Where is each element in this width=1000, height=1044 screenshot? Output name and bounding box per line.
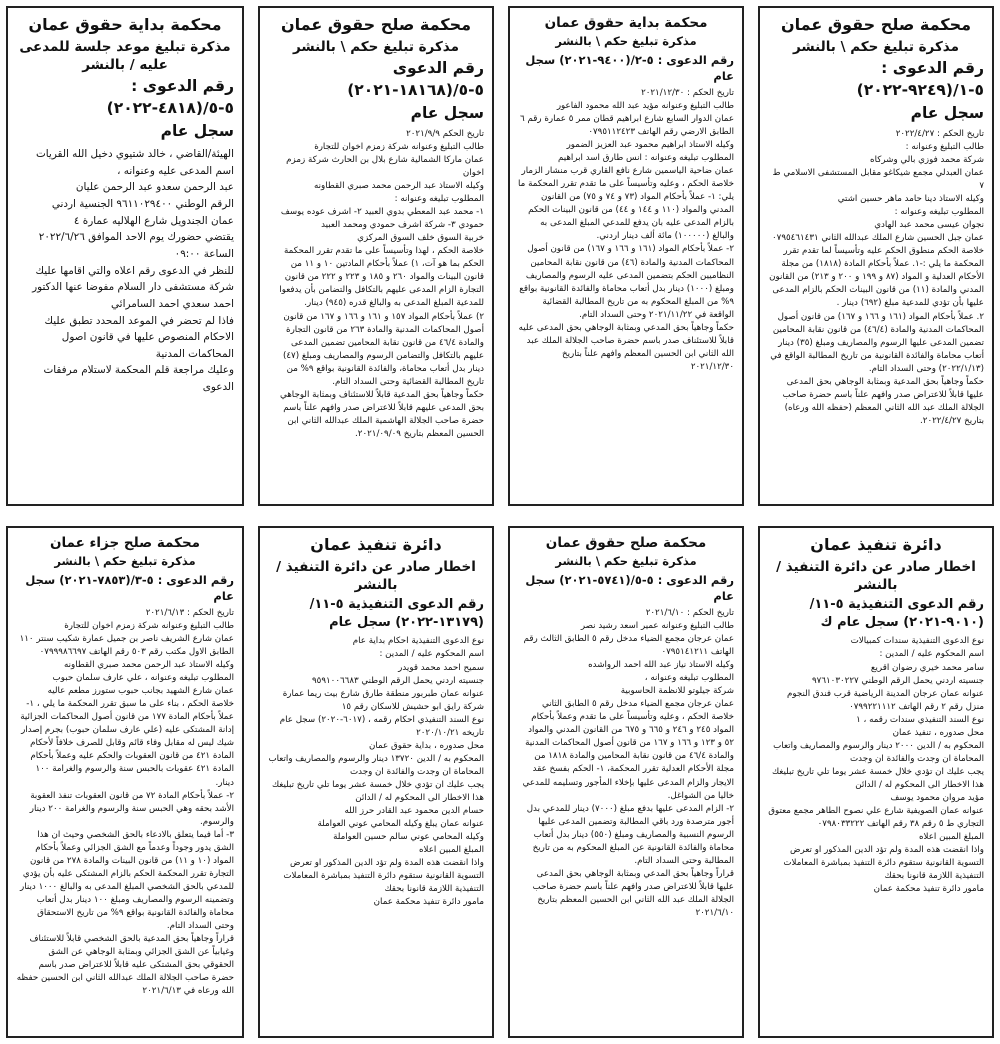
body-line: وكيله الاستاذ ابراهيم محمود عبد العزيز الضمور	[566, 140, 734, 151]
notice-7	[258, 526, 494, 1038]
register-label: سجل عام	[910, 104, 984, 123]
notice-body	[16, 146, 234, 396]
body-line: نوع الدعوى التنفيذية سندات كمبيالات	[850, 636, 984, 647]
body-line: المطلوب تبليغه وعنوانه :	[894, 207, 984, 218]
body-line: حكماً وجاهياً بحق المدعية وبمثابة الوجاهي بحق المدعى عليها قابلاً للاعتراض صدر وافهم علناً باسم حضرة صاحب الجلالة الملك عبد الله الثاني المعظم (حفظه الله ورعاه) بتاريخ ٢٠٢٢/٤/٢٧.	[782, 376, 984, 426]
body-line: وكيله الاستاذ نياز عبد الله احمد الرواشده	[588, 660, 734, 671]
court-name: محكمة بداية حقوق عمان	[28, 15, 222, 34]
body-line: اسم المحكوم عليه / المدين :	[879, 649, 984, 660]
notice-2	[508, 6, 744, 506]
body-line: المطلوب تبليغه وعنوانه :	[394, 194, 484, 205]
court-name: دائرة تنفيذ عمان	[810, 535, 942, 554]
body-line: يجب عليك ان تؤدي خلال خمسة عشر يوما تلي تاريخ تبليغك هذا الاخطار الى المحكوم له / الدائن	[271, 779, 484, 803]
body-line: عمان الدوار السابع شارع ابراهيم قطان ممر ٥ عمارة رقم ٦ الطابق الارضي رقم الهاتف ٠٧٩٥١١٢٤٢٣	[520, 114, 734, 138]
body-line: يقتضي حضورك يوم الاحد الموافق ٢٠٢٢/٦/٢٦ الساعة ٠٩:٠٠	[38, 231, 234, 260]
body-line: عبد الرحمن سعدو عبد الرحمن عليان	[75, 181, 234, 194]
body-line: عمان العبدلي مجمع شيكاغو مقابل المستشفى الاسلامي ط ٧	[772, 168, 984, 192]
body-line: المطلوب تبليغه وعنوانه : انس طارق اسد ابراهيم	[557, 153, 734, 164]
notice-type: مذكرة تبليغ حكم \ بالنشر	[793, 38, 959, 55]
court-name: دائرة تنفيذ عمان	[310, 535, 442, 554]
body-line: ٢) عملاً بأحكام المواد ١٥٧ و ١٦١ و ١٦٦ و ١٦٧ من قانون أصول المحاكمات المدنية والمادة ٢٦٣ من قانون التجارة والمادة ٤٦/٤ من قانون نقابة المحامين تضمين المدعى عليهم بالتكافل والتضامن الرسوم والمصاريف ومبلغ (٤٧) دينار بدل أتعاب محاماة، والفائدة القانونية بواقع ٩% من تاريخ المطالبة القضائية وحتى السداد التام.	[282, 311, 484, 387]
body-line: خلاصة الحكم ، وعليه وتأسيساً على ما تقدم تقرر المحكمة ما يلي: ١- عملاً بأحكام المواد (٧٣ و ٧٤ و ٧٥) من القانون المدني والمواد (١١٠ و ١٤٤ و ٤٤) من قانون البينات الحكم بالزام المدعى عليه بان يدفع للمدعي المبلغ المدعى به والبالغ (١٠٠٠٠٠) مائة ألف دينار اردني.	[518, 179, 734, 242]
body-line: وكيله الاستاذ عبد الرحمن محمد صبري القطاونه	[63, 660, 234, 671]
notice-body	[518, 87, 734, 374]
notice-type: اخطار صادر عن دائرة التنفيذ / بالنشر	[276, 558, 476, 593]
body-line: وعليك مراجعة قلم المحكمة لاستلام مرفقات الدعوى	[43, 364, 234, 394]
court-name: محكمة صلح حقوق عمان	[780, 15, 972, 34]
case-number: رقم الدعوى التنفيذية ٥-١١/ (٩٠١٠-٢٠٢١) سجل عام ك	[809, 597, 984, 631]
body-line: عنوانه عمان يبلغ وكيله المحامي عوني العواملة	[317, 819, 484, 830]
body-line: محل صدوره ، تنفيذ عمان	[892, 727, 984, 738]
body-line: نوع السند التنفيذي سندات رقمه ، ١	[856, 714, 984, 725]
notice-body	[768, 635, 984, 896]
body-line: المبلغ المبين اعلاه	[419, 845, 484, 856]
notice-type: مذكرة تبليغ موعد جلسة للمدعى عليه / بالنشر	[19, 38, 231, 73]
body-line: ٢- عملاً بأحكام المواد (١٦١ و ١٦٦ و ١٦٧) من قانون أصول المحاكمات المدنية والمادة (٤٦) من قانون نقابة المحامين النظاميين الحكم بتضمين المدعى عليه الرسوم والمصاريف ومبلغ (١٠٠٠) دينار بدل أتعاب محاماة والفائدة القانونية بواقع ٩% من المبلغ المحكوم به من تاريخ المطالبة القضائية الواقعة في ٢٠٢١/١١/٢٢ وحتى السداد التام.	[519, 244, 734, 320]
body-line: نوع السند التنفيذي احكام رقمه ، (٦٠١٧-٢٠٢٠) سجل عام تاريخه ٢٠٢٠/١٠/٢١	[279, 714, 484, 738]
body-line: عنوانه عمان عرجان المدينة الرياضية قرب فندق النجوم منزل رقم ٢ رقم الهاتف ٠٧٩٩٢٢١١١٢	[787, 688, 984, 712]
body-line: ٢. عملاً بأحكام المواد (١٦١ و ١٦٦ و ١٦٧) من قانون أصول المحاكمات المدنية والمادة (٤٦/٤) من قانون نقابة المحامين تضمين المدعى عليها الرسوم والمصاريف ومبلغ (٣٥) دينار أتعاب محاماة والفائدة القانونية من تاريخ المطالبة الواقع في (٢٠٢٢/١/١٣) وحتى السداد التام.	[770, 311, 984, 374]
body-line: عمان جبل الحسين شارع الملك عبدالله الثاني ٠٧٩٥٤٦١٤٣١	[772, 233, 984, 244]
body-line: خلاصة الحكم ، وعليه وتأسيساً على ما تقدم وعملاً بأحكام المواد ٢٤٥ و ٢٤٦ و ٦٦٥ و ٦٧٥ من القانون المدني والمواد ٥٢ و ١٢٣ و ١٦٦ و ١٦٧ من قانون أصول المحاكمات المدنية والمادة ٤٦/٤ من قانون نقابة المحامين والمادة ١٨١٨ من مجلة الأحكام العدلية تقرر المحكمة، ١- الحكم بفسخ عقد الايجار والزام المدعى عليها بإخلاء المأجور وتسليمه للمدعي خاليا من الشواغل.	[522, 712, 734, 801]
body-line: اسم المحكوم عليه / المدين :	[379, 649, 484, 660]
notice-type: اخطار صادر عن دائرة التنفيذ / بالنشر	[776, 558, 976, 593]
case-number: رقم الدعوى التنفيذية ٥-١١/ (١٣١٧٩-٢٠٢٢) سجل عام	[309, 597, 484, 631]
body-line: عمان ماركا الشمالية شارع بلال بن الحارث شركة زمزم اخوان	[286, 154, 484, 179]
notice-body	[268, 128, 484, 441]
body-line: الهيئة/القاضي ، خالد شتيوي دخيل الله القريات	[35, 148, 234, 161]
notice-6	[508, 526, 744, 1038]
notice-body	[16, 607, 234, 998]
body-line: شركة جيلوتو للانظمة الحاسوبية	[620, 686, 734, 697]
body-line: مؤيد مروان محمود يوسف	[890, 792, 984, 803]
body-line: ٣- أما فيما يتعلق بالادعاء بالحق الشخصي وحيث ان هذا الشق يدور وجوداً وعدماً مع الشق الجزائي وعملاً بأحكام المواد (١٠ و ١١) من قانون البينات والمادة ٢٧٨ من قانون التجارة تقرر المحكمة الحكم بالزام المشتكى عليه بأن يؤدي للمدعي بالحق الشخصي المبلغ المدعى به والبالغ ١٠٠٠ دينار وتضمينه الرسوم والمصاريف ومبلغ ١٠٠ دينار بدل أتعاب محاماة والفائدة القانونية بواقع ٩% من تاريخ الاستحقاق وحتى السداد التام.	[20, 829, 234, 932]
notice-type: مذكرة تبليغ حكم \ بالنشر	[555, 554, 697, 569]
case-number: رقم الدعوى : ٥-٣/(٧٨٥٣-٢٠٢١) سجل عام	[25, 572, 234, 603]
body-line: المبلغ المبين اعلاه	[919, 832, 984, 843]
body-line: خلاصة الحكم منطوق الحكم عليه وتأسيساً لما تقدم تقرر المحكمة ما يلي :-١. عملاً بأحكام المادة (١٨١٨) من مجلة الأحكام العدلية و المواد (٨٧ و ١٩٩ و ٢٠٠ و ٢١٣) من القانون المدني والمادة (١١) من قانون البينات الحكم بالزام المدعى عليها بأن تؤدي للمدعية مبلغ (٦٩٢) دينار .	[769, 246, 984, 309]
body-line: خلاصة الحكم ، لهذا وتأسيساً على ما تقدم تقرر المحكمة الحكم بما هو آت، ١) عملاً بأحكام المادتين ١٠ و ١١ من قانون البينات والمواد ٢٦٠ و ١٨٥ و ٢٢٣ و ٢٢٢ من قانون التجارة الزام المدعى عليهم بالتكافل والتضامن بأن يدفعوا للمدعية المبلغ المدعى به والبالغ قدره (٩٤٥) دينار.	[279, 246, 484, 309]
court-name: محكمة صلح حقوق عمان	[545, 535, 707, 551]
body-line: عمان عرجان مجمع الضياء مدخل رقم ٥ الطابق الثالث رقم الهاتف ٠٧٩٥١٤١٢١١	[523, 634, 734, 658]
body-line: وكيله الاستاذ عبد الرحمن محمد صبري القطاونه	[313, 181, 484, 192]
body-line: خربية السوق خلف السوق المركزي	[357, 233, 484, 244]
body-line: واذا انقضت هذه المدة ولم تؤد الدين المذكور او تعرض التسوية القانونية ستقوم دائرة التنفيذ بمباشرة المعاملات التنفيذية اللازمة قانونا بحقك	[783, 845, 984, 882]
body-line: تاريخ الحكم : ٢٠٢١/٦/١٠	[645, 607, 734, 618]
body-line: وكيله الاستاذ دينا حامد ماهر حسين اشتي	[837, 194, 984, 205]
case-number: رقم الدعوى : ٥-١/(٩٢٤٩-٢٠٢٢)	[856, 58, 984, 99]
body-line: عمان ضاحية الياسمين شارع نافع القاري قرب منشار الزمار	[521, 166, 734, 177]
body-line: شركة محمد فوزي بالي وشركاه	[870, 154, 984, 165]
body-line: ٢- الزام المدعى عليها بدفع مبلغ (٧٠٠٠) دينار للمدعي بدل أجور مترصدة ورد باقي المطالبة وتضمين المدعى عليها الرسوم النسبية والمصاريف ومبلغ (٥٥٠) دينار بدل أتعاب محاماة والفائدة القانونية عن المبلغ المحكوم به من تاريخ المطالبة وحتى السداد التام.	[526, 803, 734, 866]
notice-3	[258, 6, 494, 506]
body-line: حكماً وجاهياً بحق المدعي وبمثابة الوجاهي بحق المدعى عليه قابلاً للاستئناف صدر باسم حضرة صاحب الجلالة الملك عبد الله الثاني ابن الحسين المعظم وافهم علناً بتاريخ ٢٠٢١/١٢/٣٠	[518, 322, 734, 372]
court-name: محكمة بداية حقوق عمان	[544, 15, 708, 31]
body-line: طالب التبليغ وعنوانه عمير اسعد رشيد نصر	[580, 620, 734, 631]
body-line: فاذا لم تحضر في الموعد المحدد تطبق عليك الاحكام المنصوص عليها في قانون اصول المحاكمات المدنية	[44, 314, 234, 360]
body-line: مامور دائرة تنفيذ محكمة عمان	[373, 897, 484, 908]
body-line: نجوان عيسى محمد عبد الهادي	[874, 220, 984, 231]
body-line: سميح احمد محمد قويدر	[398, 662, 484, 673]
body-line: وكيله المحامي عوني سالم حسين العواملة	[333, 832, 484, 843]
body-line: عمان عرجان مجمع الضياء مدخل رقم ٥ الطابق الثاني	[541, 699, 734, 710]
body-line: الرقم الوطني ٩٦١١٠٢٩٤٠٠ الجنسية اردني	[51, 198, 234, 211]
case-number: رقم الدعوى : ٥-٢/(٩٤٠٠-٢٠٢١) سجل عام	[525, 52, 734, 83]
notice-5	[758, 526, 994, 1038]
body-line: ١- محمد عبد المعطي بدوي العبيد ٢- اشرف عوده يوسف حمودي ٣- شركة اشرف حمودي ومحمد العبيد	[280, 207, 484, 231]
notice-body	[518, 607, 734, 920]
body-line: حكماً وجاهياً بحق المدعية قابلاً للاستئناف وبمثابة الوجاهي بحق المدعى عليهم قابلاً للاعتراض صدر وافهم علناً باسم حضرة صاحب الجلالة الهاشمية الملك عبدالله الثاني ابن الحسين المعظم بتاريخ ٢٠٢١/٠٩/٠٩.	[279, 389, 484, 439]
body-line: ٢- عملاً بأحكام المادة ٧٢ من قانون العقوبات تنفذ العقوبة الأشد بحقه وهي الحبس سنة والرسوم والغرامة ٢٠٠ دينار والرسوم.	[29, 790, 234, 827]
body-line: تاريخ الحكم ٢٠٢١/٩/٩	[406, 128, 484, 139]
court-name: محكمة صلح جزاء عمان	[49, 535, 201, 551]
body-line: عمان الجندويل شارع الهلاليه عمارة ٤	[73, 214, 234, 227]
body-line: المحكوم به / الدين ١٣٧٢٠ دينار والرسوم والمصاريف واتعاب المحاماة ان وجدت والفائدة ان وجدت	[268, 753, 484, 777]
body-line: حسام الدين محمود عبد القادر حرز الله	[344, 806, 484, 817]
case-number: رقم الدعوى : ٥-٥/(٥٧٤١-٢٠٢١) سجل عام	[525, 572, 734, 603]
body-line: نوع الدعوى التنفيذية احكام بداية عام	[352, 636, 484, 647]
body-line: اسم المدعى عليه وعنوانه ،	[117, 164, 234, 177]
register-label: سجل عام	[410, 104, 484, 123]
body-line: قراراً وجاهياً بحق المدعي وبمثابة الوجاهي بحق المدعى عليها قابلاً للاعتراض صدر وافهم علناً باسم حضرة صاحب الجلالة الملك عبد الله الثاني ابن الحسين المعظم بتاريخ ٢٠٢١/٦/١٠	[532, 868, 734, 918]
body-line: المطلوب تبليغه وعنوانه ، علي عارف سلمان حبوب	[52, 673, 234, 684]
body-line: طالب التبليغ وعنوانه شركة زمزم اخوان للتجارة	[314, 141, 484, 152]
body-line: محل صدوره ، بداية حقوق عمان	[368, 740, 484, 751]
notice-1	[758, 6, 994, 506]
body-line: تاريخ الحكم : ٢٠٢١/١٢/٣٠	[641, 87, 734, 98]
body-line: عنوانه عمان طبربور منطقة طارق شارع بيت ريما عمارة شركة رايق ابو حشيش للاسكان رقم ١٥	[282, 688, 484, 712]
body-line: طالب التبليغ وعنوانه شركة زمزم اخوان للتجارة	[64, 620, 234, 631]
body-line: طالب التبليغ وعنوانه مؤيد عبد الله محمود الفاعور	[556, 100, 734, 111]
body-line: عمان شارع الشهيد بجانب حبوب ستورز مطعم عاليه	[47, 686, 234, 697]
body-line: المطلوب تبليغه وعنوانه ،	[644, 673, 734, 684]
notice-body	[268, 635, 484, 909]
body-line: المحكوم به / الدين ٢٠٠٠ دينار والرسوم والمصاريف واتعاب المحاماة ان وجدت والفائدة ان وجدت	[773, 740, 984, 764]
case-number: رقم الدعوى : ٥-٥/(٤٨١٨-٢٠٢٢)	[106, 77, 234, 117]
body-line: خلاصة الحكم ، بناء على ما سبق تقرر المحكمة ما يلي ، ١- عملاً بأحكام المادة ١٧٧ من قانون أصول المحاكمات الجزائية إدانة المشتكى عليه (علي عارف سلمان حبوب) بجرم إصدار شيك ليس له مقابل وفاء قائم وقابل للصرف خلافاً لأحكام المادة ٤٢١ من قانون العقوبات والحكم عليه وعملاً بأحكام المادة ٤٢١ عقوبات بالحبس سنة والرسوم والغرامة ١٠٠ دينار.	[20, 699, 234, 788]
body-line: تاريخ الحكم : ٢٠٢٢/٤/٢٧	[895, 128, 984, 139]
body-line: جنسيته اردني يحمل الرقم الوطني ٩٧٦١٠٣٠٢٢٧	[811, 675, 984, 686]
body-line: قراراً وجاهياً بحق المدعية بالحق الشخصي قابلاً للاستئناف وغيابياً عن الشق الجزائي وبمثابة الوجاهي عن الشق الحقوقي بحق المشتكى عليه قابلاً للاعتراض صدر باسم حضرة صاحب الجلالة الملك عبدالله الثاني ابن الحسين حفظه الله ورعاه في ٢٠٢١/٦/١٣	[16, 934, 234, 997]
notice-type: مذكرة تبليغ حكم \ بالنشر	[54, 554, 196, 569]
body-line: يجب عليك ان تؤدي خلال خمسة عشر يوما تلي تاريخ تبليغك هذا الاخطار الى المحكوم له / الدائن	[771, 766, 984, 790]
body-line: عنوانه عمان الصويفية شارع علي نصوح الطاهر مجمع معتوق التجاري ط ٥ رقم ٣٨ رقم الهاتف ٠٧٩٨٠٣٣٢٢٢	[768, 806, 984, 830]
notice-body	[768, 128, 984, 428]
notice-type: مذكرة تبليغ حكم \ بالنشر	[293, 38, 459, 55]
body-line: واذا انقضت هذه المدة ولم تؤد الدين المذكور او تعرض التسوية القانونية ستقوم دائرة التنفيذ بمباشرة المعاملات التنفيذية اللازمة قانونا بحقك	[283, 858, 484, 895]
body-line: شركة مستشفى دار السلام مفوضا عنها الدكتور احمد سعدي احمد السامرائي	[32, 281, 234, 310]
body-line: سامر محمد خيري رضوان اقريع	[870, 662, 984, 673]
register-label: سجل عام	[160, 122, 234, 141]
notice-8	[6, 526, 244, 1038]
body-line: للنظر في الدعوى رقم اعلاه والتي اقامها عليك	[35, 264, 234, 277]
body-line: جنسيته اردني يحمل الرقم الوطني ٩٥٩١٠٠٦٦٨٣	[311, 675, 484, 686]
body-line: طالب التبليغ وعنوانه :	[905, 141, 984, 152]
body-line: مامور دائرة تنفيذ محكمة عمان	[873, 884, 984, 895]
notice-4	[6, 6, 244, 506]
case-number: رقم الدعوى ٥-٥/(١٨١٦٨-٢٠٢١)	[347, 58, 484, 99]
court-name: محكمة صلح حقوق عمان	[280, 15, 472, 34]
body-line: تاريخ الحكم : ٢٠٢١/٦/١٣	[145, 607, 234, 618]
notice-type: مذكرة تبليغ حكم \ بالنشر	[555, 34, 697, 49]
body-line: عمان شارع الشريف ناصر بن جميل عمارة شكيب سنتر ١١٠ الطابق الاول مكتب رقم ٥٠٣ رقم الهاتف ٠٧٩٩٩٨٦٦٩٧	[19, 634, 234, 658]
